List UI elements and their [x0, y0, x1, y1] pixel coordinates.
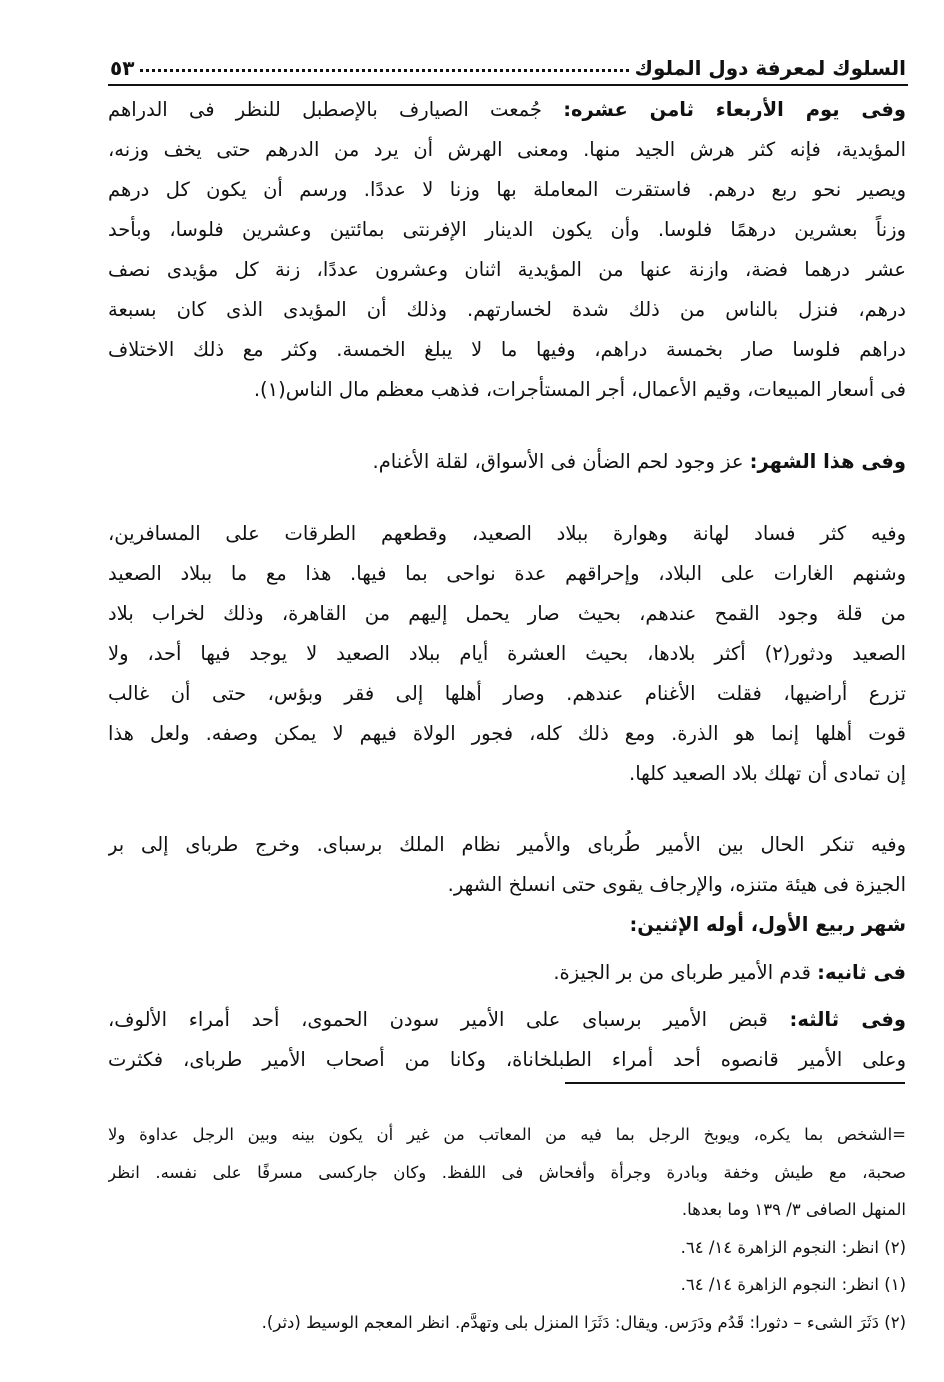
line-text: الصعيد ودثور(٢) أكثر بلادها، بحيث العشرة أيام ببلاد الصعيد لا يوجد فيها أحد، ولا — [108, 642, 906, 665]
line-text: قدم الأمير طرباى من بر الجيزة. — [553, 961, 818, 984]
line-text: وزناً بعشرين درهمًا فلوسا. وأن يكون الدينار الإفرنتى بمائتين وعشرين فلوسا، وبأحد — [108, 218, 906, 241]
line-text: جُمعت الصيارف بالإصطبل للنظر فى الدراهم — [108, 98, 564, 121]
footnote-line: =الشخص بما يكره، ويوبخ الرجل بما فيه من المعاتب من غير أن يكون بينه وبين الرجل عداوة ولا — [108, 1125, 906, 1144]
header-rule — [108, 84, 908, 86]
footnote-line: المنهل الصافى ٣/ ١٣٩ وما بعدها. — [681, 1200, 906, 1219]
footnote-separator — [565, 1082, 905, 1084]
line-text: فى أسعار المبيعات، وقيم الأعمال، أجر المستأجرات، فذهب معظم مال الناس(١). — [253, 378, 906, 401]
text-line — [108, 830, 906, 860]
text-line — [108, 447, 906, 477]
text-line — [108, 135, 906, 165]
footnote-line: (٢) انظر: النجوم الزاهرة ١٤/ ٦٤. — [680, 1238, 906, 1257]
running-header — [110, 44, 906, 80]
lead-heading: وفى هذا الشهر: — [749, 450, 906, 473]
text-line — [108, 1045, 906, 1075]
text-line — [108, 95, 906, 125]
footnote-line: (٢) دَثَرَ الشىء – دثورا: قَدُم ودَرَس. ويقال: دَثَرَا المنزل بلى وتهدَّم. انظر المعجم الوسيط (دثر). — [261, 1313, 906, 1332]
lead-heading: وفى يوم الأربعاء ثامن عشره: — [563, 98, 906, 121]
text-line — [108, 958, 906, 988]
line-text: عشر درهما فضة، وازنة عنها من المؤيدية اثنان وعشرون عددًا، زنة كل مؤيدى نصف — [108, 258, 906, 281]
line-text: وفيه تنكر الحال بين الأمير طُرباى والأمير نظام الملك برسباى. وخرج طرباى إلى بر — [108, 833, 906, 856]
text-line — [108, 375, 906, 405]
text-line — [108, 719, 906, 749]
line-text: من قلة وجود القمح عندهم، بحيث صار يحمل إليهم من القاهرة، وذلك لخراب بلاد — [108, 602, 906, 625]
text-line — [108, 679, 906, 709]
text-line — [108, 519, 906, 549]
line-text: ويصير نحو ربع درهم. فاستقرت المعاملة بها وزنا لا عددًا. ورسم أن يكون كل درهم — [108, 178, 906, 201]
text-line — [108, 175, 906, 205]
running-title: السلوك لمعرفة دول الملوك — [634, 56, 906, 80]
lead-heading: شهر ربيع الأول، أوله الإثنين: — [629, 913, 906, 936]
text-line — [108, 1005, 906, 1035]
text-line — [108, 759, 906, 789]
header-dot-leader — [140, 69, 628, 72]
line-text: وفيه كثر فساد لهانة وهوارة ببلاد الصعيد، وقطعهم الطرقات على المسافرين، — [108, 522, 906, 545]
text-line — [108, 255, 906, 285]
line-text: وشنهم الغارات على البلاد، وإحراقهم عدة نواحى بما فيها. هذا مع ما ببلاد الصعيد — [108, 562, 906, 585]
text-line — [108, 639, 906, 669]
text-line — [108, 599, 906, 629]
line-text: دراهم فلوسا صار بخمسة دراهم، وفيها ما لا يبلغ الخمسة. وكثر مع ذلك الاختلاف — [108, 338, 906, 361]
lead-heading: وفى ثالثه: — [789, 1008, 906, 1031]
line-text: قبض الأمير برسباى على الأمير سودن الحموى، أحد أمراء الألوف، — [108, 1008, 790, 1031]
line-text: وعلى الأمير قانصوه أحد أمراء الطبلخاناة، وكانا من أصحاب الأمير طرباى، فكثرت — [108, 1048, 906, 1071]
line-text: المؤيدية، فإنه كثر هرش الجيد منها. ومعنى الهرش أن يرد من الدرهم حتى يخف وزنه، — [108, 138, 906, 161]
footnote-line: صحبة، مع طيش وخفة وبادرة وجرأة وأفحاش فى اللفظ. وكان جاركسى مسرفًا على نفسه. انظر — [108, 1163, 906, 1182]
text-line — [108, 215, 906, 245]
text-line — [108, 295, 906, 325]
line-text: درهم، فنزل بالناس من ذلك شدة لخسارتهم. وذلك أن المؤيدى الذى كان بسبعة — [108, 298, 906, 321]
line-text: عز وجود لحم الضأن فى الأسواق، لقلة الأغنام. — [372, 450, 750, 473]
text-line — [108, 335, 906, 365]
footnote-line: (١) انظر: النجوم الزاهرة ١٤/ ٦٤. — [680, 1275, 906, 1294]
text-line — [108, 559, 906, 589]
line-text: الجيزة فى هيئة متنزه، والإرجاف يقوى حتى انسلخ الشهر. — [447, 873, 906, 896]
page-number: ٥٣ — [110, 56, 135, 80]
text-line — [108, 870, 906, 900]
lead-heading: فى ثانيه: — [817, 961, 906, 984]
line-text: إن تمادى أن تهلك بلاد الصعيد كلها. — [629, 762, 906, 785]
line-text: تزرع أراضيها، فقلت الأغنام عندهم. وصار أهلها إلى فقر وبؤس، حتى أن غالب — [108, 682, 906, 705]
text-line — [108, 910, 906, 940]
line-text: قوت أهلها إنما هو الذرة. ومع ذلك كله، فجور الولاة فيهم لا يمكن وصفه. ولعل هذا — [108, 722, 906, 745]
